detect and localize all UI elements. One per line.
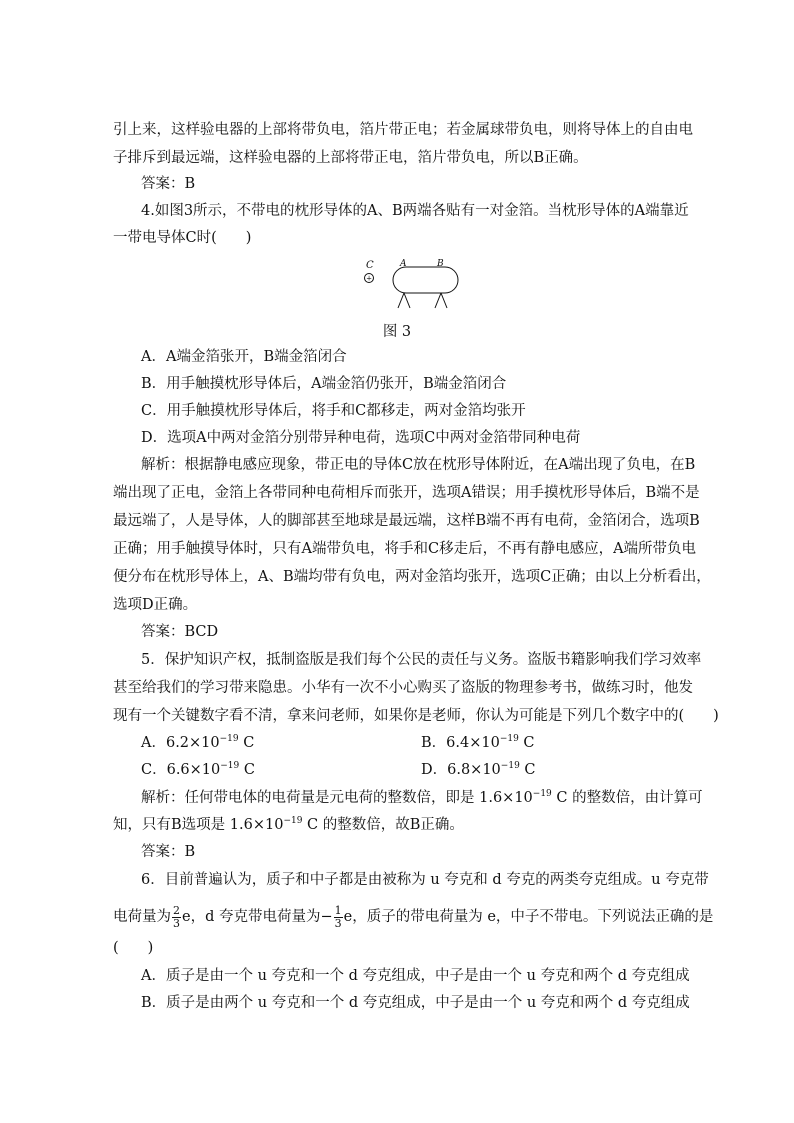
question-5-line: 现有一个关键数字看不清，拿来问老师，如果你是老师，你认为可能是下列几个数字中的( ) — [113, 708, 719, 724]
option-line: B．用手触摸枕形导体后，A端金箔仍张开，B端金箔闭合 — [141, 376, 507, 392]
text-line: 子排斥到最远端，这样验电器的上部将带正电，箔片带负电，所以B正确。 — [113, 150, 588, 166]
answer-line: 答案：B — [141, 844, 196, 860]
question-6-line: ( ) — [113, 940, 154, 956]
charge-sign: + — [366, 274, 372, 283]
option-line: A．质子是由一个 u 夸克和一个 d 夸克组成，中子是由一个 u 夸克和两个 d 夸克组成 — [141, 968, 690, 984]
option-line: B．质子是由两个 u 夸克和一个 d 夸克组成，中子是由一个 u 夸克和两个 d 夸克组成 — [141, 995, 690, 1011]
analysis-line: 选项D正确。 — [113, 597, 198, 613]
question-4-line: 一带电导体C时( ) — [113, 230, 252, 246]
option-a: A．$6.2\times 10^{-19}$ C — [141, 734, 255, 751]
question-5-line: 甚至给我们的学习带来隐患。小华有一次不小心购买了盗版的物理参考书，做练习时，他发 — [113, 680, 693, 696]
fraction-two-thirds: $\frac{2}{3}$ — [173, 903, 180, 930]
pillow-conductor-figure — [358, 256, 468, 316]
label-a: A — [400, 259, 407, 269]
pillow-conductor — [393, 267, 458, 293]
text-line: 引上来，这样验电器的上部将带负电，箔片带正电；若金属球带负电，则将导体上的自由电 — [113, 122, 693, 138]
label-c: C — [366, 260, 374, 271]
analysis-line: 端出现了正电，金箔上各带同种电荷相斥而张开，选项A错误；用手摸枕形导体后，B端不是 — [113, 485, 700, 501]
option-line: A．A端金箔张开，B端金箔闭合 — [141, 349, 347, 365]
fraction-one-third: $\frac{1}{3}$ — [334, 903, 342, 930]
foil-a — [398, 293, 410, 308]
question-5-line: 5．保护知识产权，抵制盗版是我们每个公民的责任与义务。盗版书籍影响我们学习效率 — [141, 652, 702, 668]
analysis-line: 知，只有B选项是 $1.6\times 10^{-19}$ C 的整数倍，故B正确。 — [113, 816, 464, 833]
question-4-line: 4.如图3所示，不带电的枕形导体的A、B两端各贴有一对金箔。当枕形导体的A端靠近 — [141, 203, 689, 219]
foil-b — [435, 293, 447, 308]
figure-caption: 图 3 — [382, 324, 412, 340]
analysis-line: 最远端了，人是导体，人的脚部甚至地球是最远端，这样B端不再有电荷，金箔闭合，选项B — [113, 513, 700, 529]
answer-line: 答案：BCD — [141, 624, 219, 640]
question-6-line: 6．目前普遍认为，质子和中子都是由被称为 u 夸克和 d 夸克的两类夸克组成。u 夸克带 — [141, 872, 709, 888]
question-6-line: 电荷量为 $\frac{2}{3}$ e，d 夸克带电荷量为− $\frac{1}{3}$ e，质子的带电荷量为 e，中子不带电。下列说法正确的是 — [113, 903, 714, 930]
option-line: C．用手触摸枕形导体后，将手和C都移走，两对金箔均张开 — [141, 403, 526, 419]
label-b: B — [437, 259, 444, 269]
analysis-line: 解析：任何带电体的电荷量是元电荷的整数倍，即是 $1.6\times 10^{-19}$ C 的整数倍，由计算可 — [141, 789, 703, 806]
option-d: D．$6.8\times 10^{-19}$ C — [421, 761, 536, 778]
analysis-line: 便分布在枕形导体上，A、B端均带有负电，两对金箔均张开，选项C正确；由以上分析看出， — [113, 569, 711, 585]
analysis-line: 正确；用手触摸导体时，只有A端带负电，将手和C移走后，不再有静电感应，A端所带负电 — [113, 541, 697, 557]
analysis-line: 解析：根据静电感应现象，带正电的导体C放在枕形导体附近，在A端出现了负电，在B — [141, 457, 696, 473]
option-c: C．$6.6\times 10^{-19}$ C — [141, 761, 255, 778]
option-line: D．选项A中两对金箔分别带异种电荷，选项C中两对金箔带同种电荷 — [141, 430, 581, 446]
option-b: B．$6.4\times 10^{-19}$ C — [421, 734, 535, 751]
answer-line: 答案：B — [141, 176, 196, 192]
